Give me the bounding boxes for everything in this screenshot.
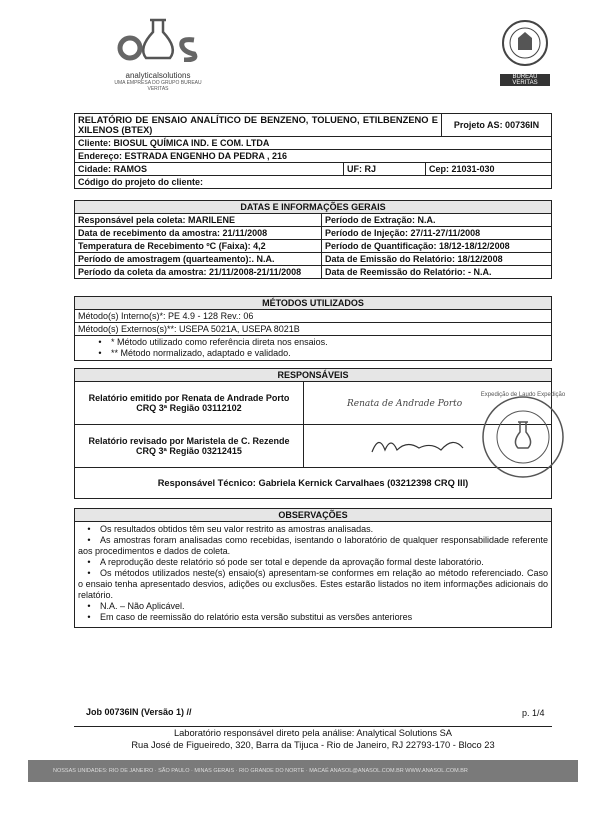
observation-item: • As amostras foram analisadas como recebidas, isentando o laboratório de qualquer responsabilidade referente aos procedimentos e dados de coleta. bbox=[78, 535, 548, 556]
general-cell: Temperatura de Recebimento ºC (Faixa): 4,2 bbox=[75, 240, 322, 253]
general-cell: Período de amostragem (quarteamento):. N.A. bbox=[75, 253, 322, 266]
technical-responsible: Responsável Técnico: Gabriela Kernick Carvalhaes (03212398 CRQ III) bbox=[75, 468, 552, 499]
client-cep: Cep: 21031-030 bbox=[426, 163, 552, 176]
general-cell: Data de Reemissão do Relatório: - N.A. bbox=[322, 266, 552, 279]
bullet-icon: • bbox=[98, 348, 102, 358]
logo-brand: analyticalsolutions bbox=[125, 71, 191, 80]
client-city: Cidade: RAMOS bbox=[75, 163, 344, 176]
bv-line1: BUREAU bbox=[500, 74, 550, 80]
bv-line2: VERITAS bbox=[500, 80, 550, 86]
footer-band bbox=[28, 760, 578, 782]
responsible-heading: RESPONSÁVEIS bbox=[75, 369, 552, 382]
bullet-icon: • bbox=[87, 601, 91, 611]
method-note: • ** Método normalizado, adaptado e validado. bbox=[89, 348, 548, 359]
signature-renata: Renata de Andrade Porto bbox=[347, 398, 463, 409]
observations-heading: OBSERVAÇÕES bbox=[75, 509, 552, 522]
bullet-icon: • bbox=[87, 524, 91, 534]
bullet-icon: • bbox=[87, 612, 91, 622]
method-note: • * Método utilizado como referência direta nos ensaios. bbox=[89, 337, 548, 348]
client-project-code: Código do projeto do cliente: bbox=[75, 176, 552, 189]
observation-item: • N.A. – Não Aplicável. bbox=[78, 601, 548, 612]
client-address: Endereço: ESTRADA ENGENHO DA PEDRA , 216 bbox=[75, 150, 552, 163]
client-uf: UF: RJ bbox=[344, 163, 426, 176]
general-cell: Período de Quantificação: 18/12-18/12/2008 bbox=[322, 240, 552, 253]
external-method: Método(s) Externos(s)**: USEPA 5021A, USEPA 8021B bbox=[75, 323, 552, 336]
client-name: Cliente: BIOSUL QUÍMICA IND. E COM. LTDA bbox=[75, 137, 552, 150]
general-cell: Responsável pela coleta: MARILENE bbox=[75, 214, 322, 227]
bullet-icon: • bbox=[87, 568, 91, 578]
methods-heading: MÉTODOS UTILIZADOS bbox=[75, 297, 552, 310]
bureau-veritas-logo bbox=[500, 18, 550, 88]
observations-section bbox=[74, 508, 552, 628]
general-cell: Período de Extração: N.A. bbox=[322, 214, 552, 227]
reviewed-by: Relatório revisado por Maristela de C. Rezende CRQ 3ª Região 03212415 bbox=[75, 425, 304, 468]
signature-maristela bbox=[367, 430, 487, 460]
general-cell: Data de recebimento da amostra: 21/11/2008 bbox=[75, 227, 322, 240]
project-number: Projeto AS: 00736IN bbox=[442, 114, 552, 137]
lab-info: Laboratório responsável direto pela análise: Analytical Solutions SA Rua José de Figueiredo, 320, Barra da Tijuca - Rio de Janeiro, RJ 22793-170 - Bloco 23 bbox=[74, 726, 552, 751]
general-info-section bbox=[74, 200, 552, 279]
stamp-text: Expedição de Laudo Expedição bbox=[480, 392, 566, 398]
methods-section bbox=[74, 296, 552, 361]
emitted-by: Relatório emitido por Renata de Andrade Porto CRQ 3ª Região 03112102 bbox=[75, 382, 304, 425]
general-heading: DATAS E INFORMAÇÕES GERAIS bbox=[75, 201, 552, 214]
company-logo bbox=[108, 18, 208, 90]
job-number: Job 00736IN (Versão 1) // bbox=[86, 707, 192, 717]
report-title: RELATÓRIO DE ENSAIO ANALÍTICO DE BENZENO, TOLUENO, ETILBENZENO E XILENOS (BTEX) bbox=[75, 114, 442, 137]
observation-item: • A reprodução deste relatório só pode ser total e depende da aprovação formal deste laboratório. bbox=[78, 557, 548, 568]
laudo-stamp bbox=[478, 392, 568, 482]
page-number: p. 1/4 bbox=[522, 708, 545, 718]
internal-method: Método(s) Interno(s)*: PE 4.9 - 128 Rev.: 06 bbox=[75, 310, 552, 323]
observation-item: • Os métodos utilizados neste(s) ensaio(s) apresentam-se conformes em relação ao método referenciado. Caso o ensaio tenha apresentado desvios, adições ou exclusões. Estes estarão listados no item informações adicionais do relatório. bbox=[78, 568, 548, 600]
seal-icon bbox=[500, 18, 550, 68]
bullet-icon: • bbox=[87, 535, 91, 545]
footer-units: NOSSAS UNIDADES: RIO DE JANEIRO · SÃO PAULO · MINAS GERAIS · RIO GRANDE DO NORTE · MACAÉ ANASOL@ANASOL.COM.BR WWW.ANASOL.COM.BR bbox=[53, 768, 468, 774]
flask-icon bbox=[108, 18, 208, 62]
general-cell: Período da coleta da amostra: 21/11/2008-21/11/2008 bbox=[75, 266, 322, 279]
observation-item: • Em caso de reemissão do relatório esta versão substitui as versões anteriores bbox=[78, 612, 548, 623]
general-cell: Período de Injeção: 27/11-27/11/2008 bbox=[322, 227, 552, 240]
observation-item: • Os resultados obtidos têm seu valor restrito as amostras analisadas. bbox=[78, 524, 548, 535]
bullet-icon: • bbox=[87, 557, 91, 567]
general-cell: Data de Emissão do Relatório: 18/12/2008 bbox=[322, 253, 552, 266]
bullet-icon: • bbox=[98, 337, 102, 347]
client-block bbox=[74, 113, 552, 189]
logo-tagline: UMA EMPRESA DO GRUPO BUREAU VERITAS bbox=[114, 80, 202, 92]
